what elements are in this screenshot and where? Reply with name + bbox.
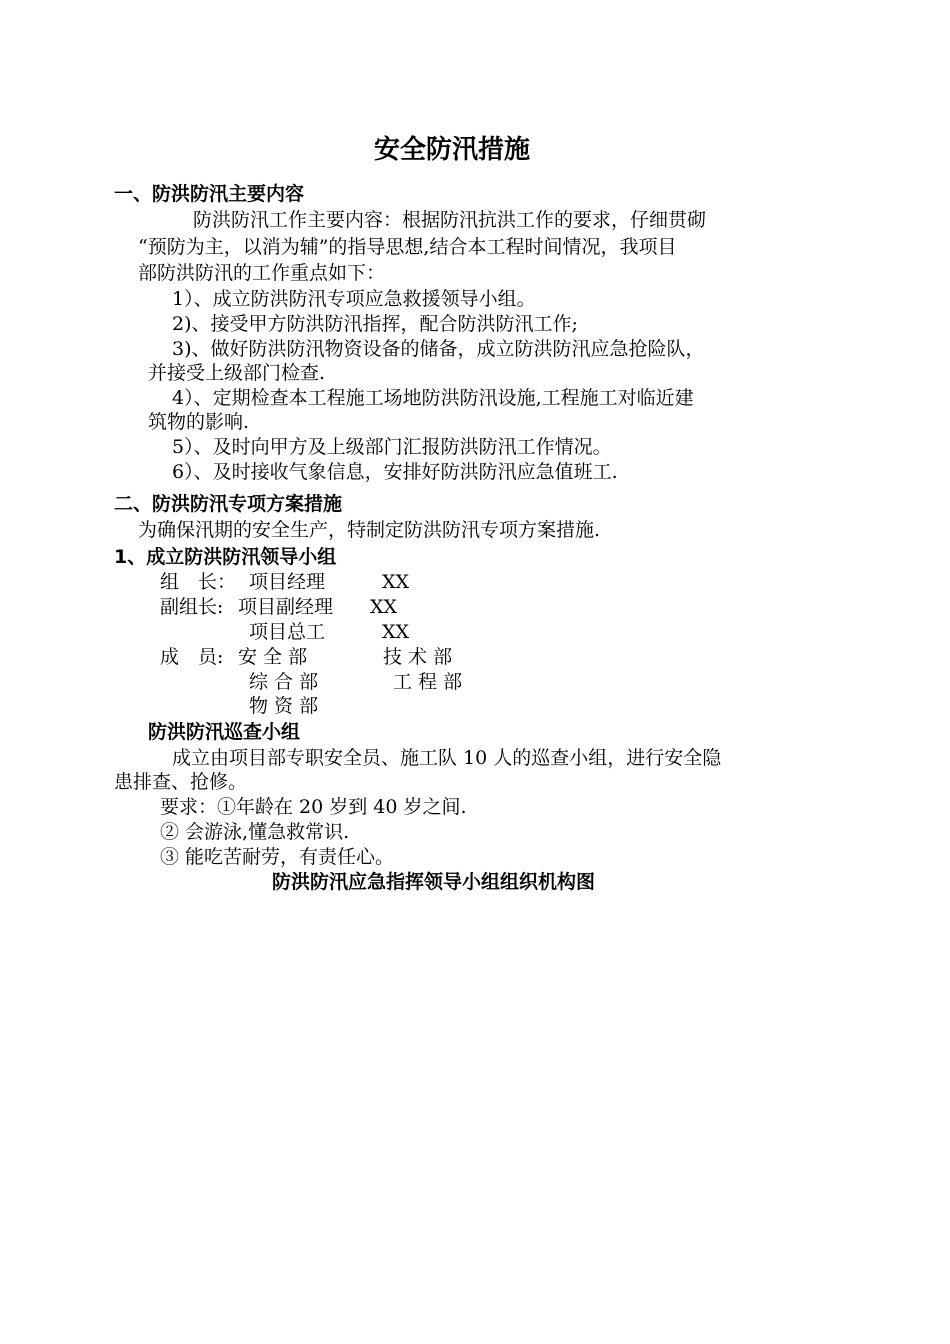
chief-role: 项目总工 [249, 621, 326, 643]
paragraph-line: 部防洪防汛的工作重点如下： [138, 262, 386, 284]
list-item: 并接受上级部门检查. [148, 362, 326, 384]
requirement-item: ② 会游泳,懂急救常识. [160, 821, 350, 843]
deputy-label: 副组长: [160, 596, 224, 618]
dept-tech: 技 术 部 [383, 646, 453, 668]
list-item: 4）、定期检查本工程施工场地防洪防汛设施,工程施工对临近建 [172, 387, 694, 409]
requirement-item: ③ 能吃苦耐劳，有责任心。 [160, 846, 395, 868]
deputy-name: XX [370, 596, 398, 618]
paragraph-line: 成立由项目部专职安全员、施工队 10 人的巡查小组，进行安全隐 [172, 747, 722, 769]
section-heading-2: 二、防洪防汛专项方案措施 [114, 493, 343, 515]
section-heading-1: 一、防洪防汛主要内容 [114, 183, 305, 205]
requirement-item: 要求：①年龄在 20 岁到 40 岁之间. [160, 796, 467, 818]
leader-role: 项目经理 [249, 571, 326, 593]
dept-materials: 物 资 部 [249, 695, 319, 717]
member-label: 成 员: [160, 646, 224, 668]
list-item: 3)、做好防洪防汛物资设备的储备，成立防洪防汛应急抢险队， [172, 338, 705, 360]
paragraph-line: 防洪防汛工作主要内容：根据防汛抗洪工作的要求，仔细贯砌 [193, 209, 707, 231]
paragraph-line: 患排查、抢修。 [114, 771, 248, 793]
deputy-role: 项目副经理 [238, 596, 334, 618]
patrol-heading: 防洪防汛巡查小组 [148, 721, 301, 743]
leader-label: 组 长： [160, 571, 237, 593]
list-item: 6）、及时接收气象信息，安排好防洪防汛应急值班工. [172, 461, 618, 483]
leader-name: XX [382, 571, 410, 593]
subsection-heading: 1、成立防洪防汛领导小组 [114, 546, 337, 568]
dept-general: 综 合 部 [249, 671, 319, 693]
paragraph-line: 为确保汛期的安全生产，特制定防洪防汛专项方案措施. [138, 519, 601, 541]
page-title: 安全防汛措施 [374, 135, 531, 165]
list-item: 2)、接受甲方防洪防汛指挥，配合防洪防汛工作; [172, 313, 578, 335]
paragraph-line: “预防为主，以消为辅”的指导思想,结合本工程时间情况，我项目 [138, 236, 677, 258]
chief-name: XX [382, 621, 410, 643]
dept-safety: 安 全 部 [238, 646, 308, 668]
list-item: 筑物的影响. [148, 411, 250, 433]
dept-engineering: 工 程 部 [393, 671, 463, 693]
chart-caption: 防洪防汛应急指挥领导小组组织机构图 [272, 871, 596, 893]
list-item: 1）、成立防洪防汛专项应急救援领导小组。 [172, 288, 536, 310]
list-item: 5）、及时向甲方及上级部门汇报防洪防汛工作情况。 [172, 436, 612, 458]
